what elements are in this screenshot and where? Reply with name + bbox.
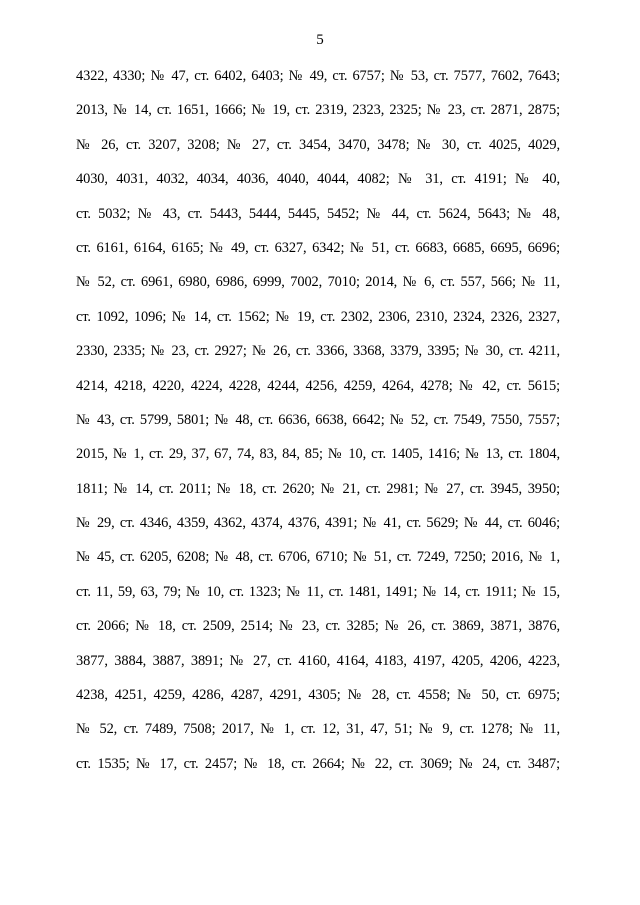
text-line: ст. 5032; № 43, ст. 5443, 5444, 5445, 5452; № 44, ст. 5624, 5643; № 48, xyxy=(76,205,560,222)
text-line: ст. 1535; № 17, ст. 2457; № 18, ст. 2664; № 22, ст. 3069; № 24, ст. 3487; xyxy=(76,755,560,772)
text-line: ст. 1092, 1096; № 14, ст. 1562; № 19, ст. 2302, 2306, 2310, 2324, 2326, 2327, xyxy=(76,308,560,325)
text-line: 4214, 4218, 4220, 4224, 4228, 4244, 4256, 4259, 4264, 4278; № 42, ст. 5615; xyxy=(76,377,560,394)
text-line: № 43, ст. 5799, 5801; № 48, ст. 6636, 6638, 6642; № 52, ст. 7549, 7550, 7557; xyxy=(76,411,560,428)
page-number: 5 xyxy=(316,32,324,48)
text-line: 2013, № 14, ст. 1651, 1666; № 19, ст. 2319, 2323, 2325; № 23, ст. 2871, 2875; xyxy=(76,102,560,119)
text-line: № 45, ст. 6205, 6208; № 48, ст. 6706, 6710; № 51, ст. 7249, 7250; 2016, № 1, xyxy=(76,549,560,566)
text-line: 4238, 4251, 4259, 4286, 4287, 4291, 4305; № 28, ст. 4558; № 50, ст. 6975; xyxy=(76,687,560,704)
text-line: ст. 11, 59, 63, 79; № 10, ст. 1323; № 11, ст. 1481, 1491; № 14, ст. 1911; № 15, xyxy=(76,583,560,600)
text-line: 2330, 2335; № 23, ст. 2927; № 26, ст. 3366, 3368, 3379, 3395; № 30, ст. 4211, xyxy=(76,343,560,360)
text-line: № 26, ст. 3207, 3208; № 27, ст. 3454, 3470, 3478; № 30, ст. 4025, 4029, xyxy=(76,136,560,153)
text-line: 1811; № 14, ст. 2011; № 18, ст. 2620; № 21, ст. 2981; № 27, ст. 3945, 3950; xyxy=(76,480,560,497)
text-line: 4030, 4031, 4032, 4034, 4036, 4040, 4044, 4082; № 31, ст. 4191; № 40, xyxy=(76,171,560,188)
text-line: ст. 2066; № 18, ст. 2509, 2514; № 23, ст. 3285; № 26, ст. 3869, 3871, 3876, xyxy=(76,618,560,635)
document-body xyxy=(76,66,560,788)
text-line: 3877, 3884, 3887, 3891; № 27, ст. 4160, 4164, 4183, 4197, 4205, 4206, 4223, xyxy=(76,652,560,669)
text-line: № 52, ст. 7489, 7508; 2017, № 1, ст. 12, 31, 47, 51; № 9, ст. 1278; № 11, xyxy=(76,721,560,738)
text-line: № 29, ст. 4346, 4359, 4362, 4374, 4376, 4391; № 41, ст. 5629; № 44, ст. 6046; xyxy=(76,515,560,532)
text-line: 2015, № 1, ст. 29, 37, 67, 74, 83, 84, 85; № 10, ст. 1405, 1416; № 13, ст. 1804, xyxy=(76,446,560,463)
text-line: ст. 6161, 6164, 6165; № 49, ст. 6327, 6342; № 51, ст. 6683, 6685, 6695, 6696; xyxy=(76,239,560,256)
text-line: 4322, 4330; № 47, ст. 6402, 6403; № 49, ст. 6757; № 53, ст. 7577, 7602, 7643; xyxy=(76,68,560,84)
text-line: № 52, ст. 6961, 6980, 6986, 6999, 7002, 7010; 2014, № 6, ст. 557, 566; № 11, xyxy=(76,274,560,291)
